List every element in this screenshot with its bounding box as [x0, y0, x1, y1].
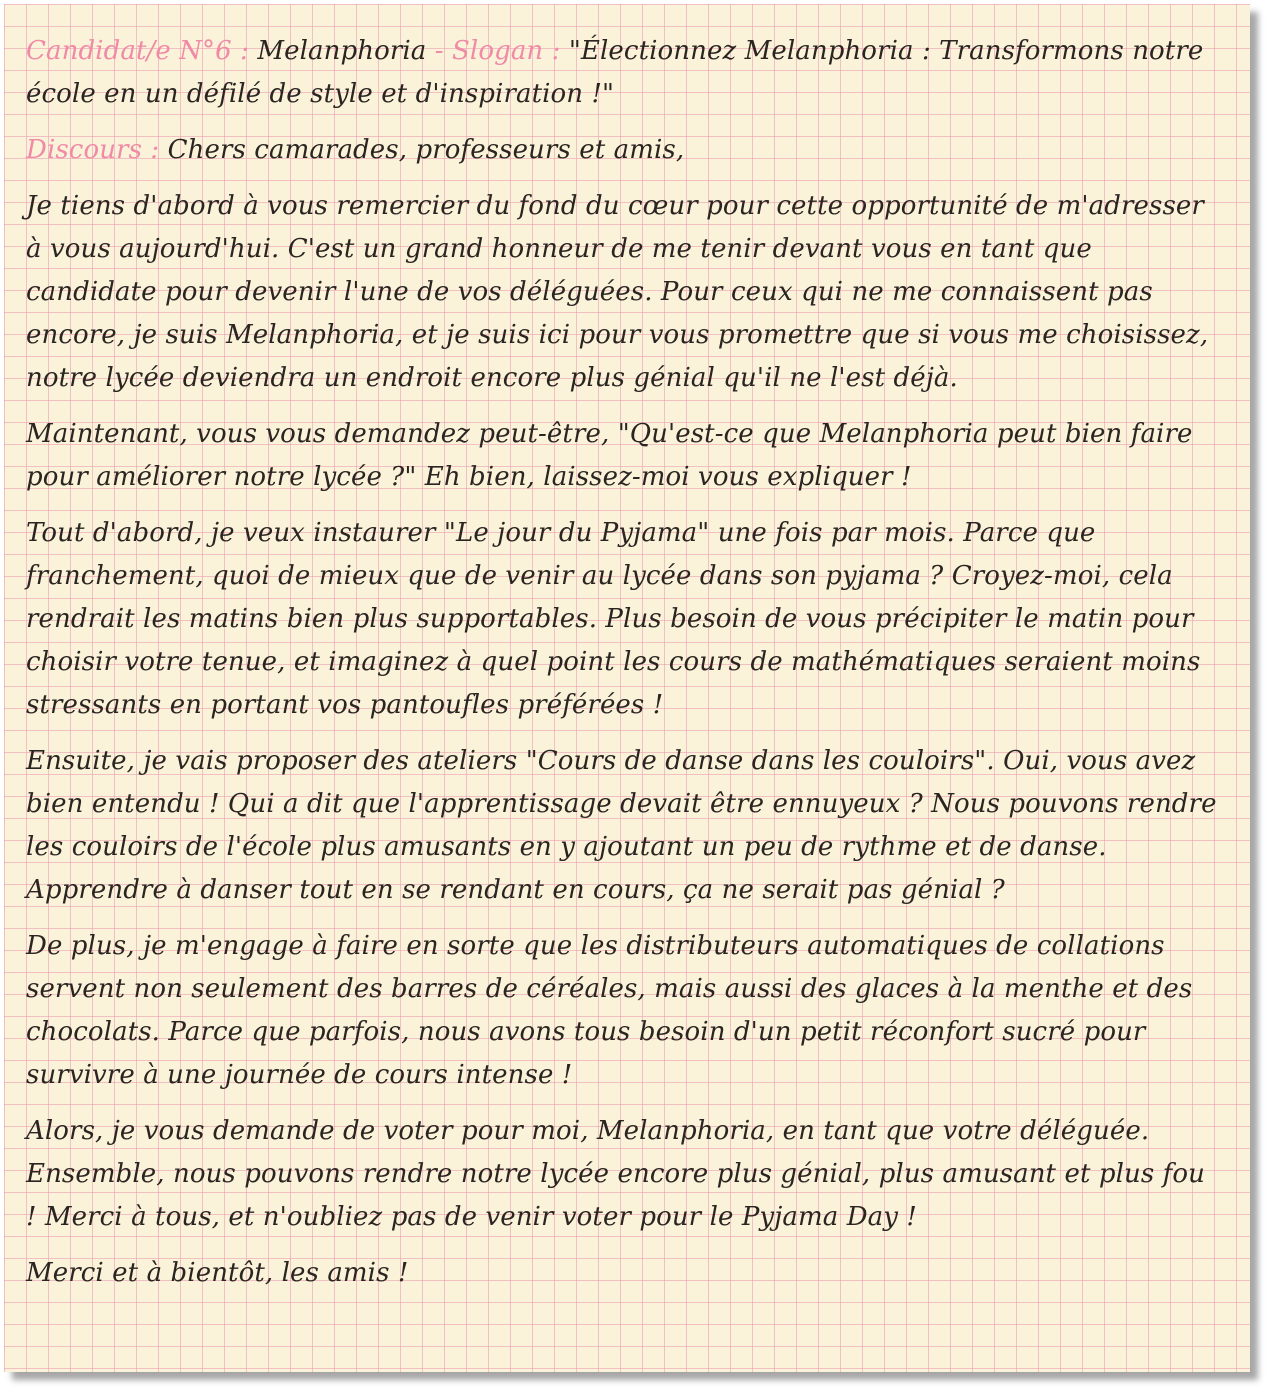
- paragraph-dance-workshops: Ensuite, je vais proposer des ateliers "Cours de danse dans les couloirs". Oui, vous avez bien entendu ! Qui a dit que l'apprentissage devait être ennuyeux ? Nous pouvons rendre les couloirs de l'école plus amusants en y ajoutant un peu de rythme et de danse. Apprendre à danser tout en se rendant en cours, ça ne serait pas génial ?: [26, 746, 1217, 905]
- paragraph-closing: Merci et à bientôt, les amis !: [26, 1258, 409, 1288]
- grid-paper-sheet: [4, 4, 1250, 1372]
- candidate-name: Melanphoria: [257, 36, 427, 66]
- paragraph-question: Maintenant, vous vous demandez peut-être, "Qu'est-ce que Melanphoria peut bien faire pour améliorer notre lycée ?" Eh bien, laissez-moi vous expliquer !: [26, 419, 1193, 492]
- paragraph-pyjama-day: Tout d'abord, je veux instaurer "Le jour du Pyjama" une fois par mois. Parce que franchement, quoi de mieux que de venir au lycée dans son pyjama ? Croyez-moi, cela rendrait les matins bien plus supportables. Plus besoin de vous précipiter le matin pour choisir votre tenue, et imaginez à quel point les cours de mathématiques seraient moins stressants en portant vos pantoufles préférées !: [26, 518, 1201, 720]
- speech-label: Discours :: [26, 135, 160, 165]
- paragraph-call-to-vote: Alors, je vous demande de voter pour moi, Melanphoria, en tant que votre déléguée. Ensemble, nous pouvons rendre notre lycée encore plus génial, plus amusant et plus fou ! Merci à tous, et n'oubliez pas de venir voter pour le Pyjama Day !: [26, 1116, 1206, 1232]
- speech-greeting: Chers camarades, professeurs et amis,: [167, 135, 685, 165]
- slogan-text: "Électionnez Melanphoria : Transformons notre école en un défilé de style et d'inspiration !": [26, 36, 1204, 109]
- speech-greeting-line: [26, 129, 1222, 172]
- slogan-label: - Slogan :: [434, 36, 561, 66]
- paragraph-thanks: Je tiens d'abord à vous remercier du fond du cœur pour cette opportunité de m'adresser à vous aujourd'hui. C'est un grand honneur de me tenir devant vous en tant que candidate pour devenir l'une de vos déléguées. Pour ceux qui ne me connaissent pas encore, je suis Melanphoria, et je suis ici pour vous promettre que si vous me choisissez, notre lycée deviendra un endroit encore plus génial qu'il ne l'est déjà.: [26, 191, 1209, 393]
- candidate-header: [26, 30, 1222, 116]
- candidate-label: Candidat/e N°6 :: [26, 36, 250, 66]
- paragraph-vending-machines: De plus, je m'engage à faire en sorte que les distributeurs automatiques de collations servent non seulement des barres de céréales, mais aussi des glaces à la menthe et des chocolats. Parce que parfois, nous avons tous besoin d'un petit réconfort sucré pour survivre à une journée de cours intense !: [26, 931, 1193, 1090]
